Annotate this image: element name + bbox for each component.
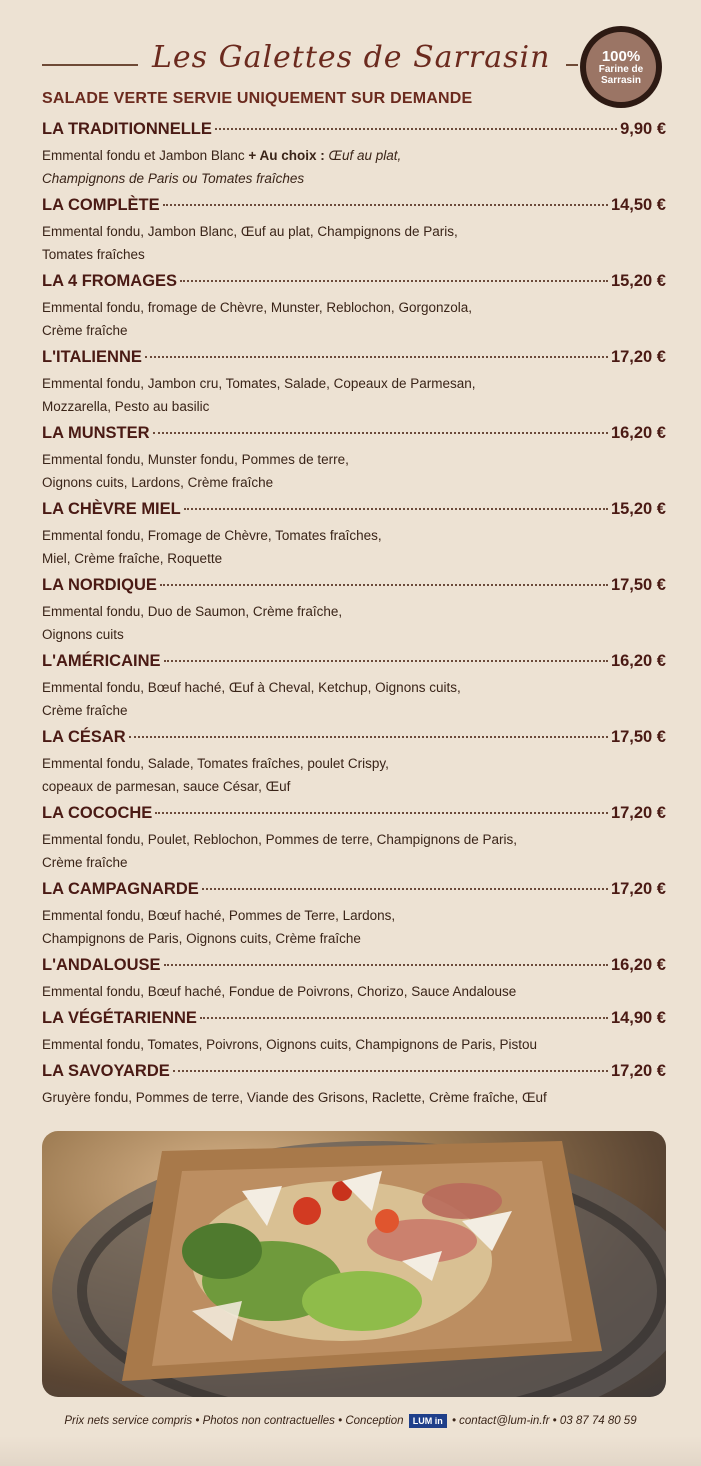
item-price: 17,20 € bbox=[610, 804, 666, 822]
dotted-leader bbox=[129, 736, 608, 738]
item-description: Emmental fondu, Jambon Blanc, Œuf au plat, Champignons de Paris, Tomates fraîches bbox=[42, 224, 458, 262]
menu-item bbox=[42, 880, 666, 956]
dotted-leader bbox=[184, 508, 608, 510]
item-description: Emmental fondu, Poulet, Reblochon, Pommes de terre, Champignons de Paris, Crème fraîche bbox=[42, 832, 517, 870]
title-rule-right bbox=[566, 64, 578, 66]
title-rule-left bbox=[42, 64, 138, 66]
item-price: 14,50 € bbox=[610, 196, 666, 214]
menu-item bbox=[42, 576, 666, 652]
dotted-leader bbox=[215, 128, 617, 130]
menu-item bbox=[42, 728, 666, 804]
badge-percent: 100% bbox=[601, 47, 641, 65]
menu-item bbox=[42, 1009, 666, 1062]
item-price: 16,20 € bbox=[610, 424, 666, 442]
footer-contact: • contact@lum-in.fr • 03 87 74 80 59 bbox=[451, 1415, 637, 1428]
item-price: 15,20 € bbox=[610, 500, 666, 518]
galette-illustration bbox=[42, 1131, 666, 1397]
item-name: LA VÉGÉTARIENNE bbox=[42, 1009, 197, 1027]
dotted-leader bbox=[164, 660, 608, 662]
menu-header bbox=[0, 0, 701, 107]
item-name: L'ITALIENNE bbox=[42, 348, 142, 366]
badge-line-2: Farine de bbox=[598, 63, 644, 75]
menu-item bbox=[42, 348, 666, 424]
item-description: Emmental fondu, Salade, Tomates fraîches, poulet Crispy, copeaux de parmesan, sauce César, Œuf bbox=[42, 756, 389, 794]
menu-item bbox=[42, 196, 666, 272]
dotted-leader bbox=[163, 204, 608, 206]
item-description: Emmental fondu et Jambon Blanc + Au choix : Œuf au plat, Champignons de Paris ou Tomates fraîches bbox=[42, 148, 402, 186]
item-name: LA MUNSTER bbox=[42, 424, 150, 442]
item-description: Gruyère fondu, Pommes de terre, Viande des Grisons, Raclette, Crème fraîche, Œuf bbox=[42, 1090, 547, 1105]
menu-item bbox=[42, 120, 666, 196]
item-description: Emmental fondu, Fromage de Chèvre, Tomates fraîches, Miel, Crème fraîche, Roquette bbox=[42, 528, 382, 566]
item-price: 17,20 € bbox=[610, 1062, 666, 1080]
item-name: LA CÉSAR bbox=[42, 728, 126, 746]
item-description: Emmental fondu, fromage de Chèvre, Munster, Reblochon, Gorgonzola, Crème fraîche bbox=[42, 300, 472, 338]
menu-item bbox=[42, 500, 666, 576]
item-name: LA 4 FROMAGES bbox=[42, 272, 178, 290]
menu-item bbox=[42, 804, 666, 880]
item-description: Emmental fondu, Bœuf haché, Fondue de Poivrons, Chorizo, Sauce Andalouse bbox=[42, 984, 517, 999]
item-name: LA CAMPAGNARDE bbox=[42, 880, 199, 898]
bottom-shade bbox=[0, 1436, 701, 1466]
item-price: 16,20 € bbox=[610, 652, 666, 670]
page-title: Les Galettes de Sarrasin bbox=[152, 40, 551, 75]
menu-item bbox=[42, 1062, 666, 1115]
item-name: LA CHÈVRE MIEL bbox=[42, 500, 181, 518]
item-description: Emmental fondu, Jambon cru, Tomates, Salade, Copeaux de Parmesan, Mozzarella, Pesto au basilic bbox=[42, 376, 476, 414]
item-price: 17,20 € bbox=[610, 348, 666, 366]
menu-item bbox=[42, 424, 666, 500]
item-name: LA NORDIQUE bbox=[42, 576, 157, 594]
galette-photo bbox=[42, 1131, 666, 1397]
item-price: 9,90 € bbox=[620, 120, 666, 138]
item-price: 17,20 € bbox=[610, 880, 666, 898]
item-name: LA SAVOYARDE bbox=[42, 1062, 170, 1080]
lum-in-logo: LUM in bbox=[409, 1414, 447, 1428]
dotted-leader bbox=[164, 964, 608, 966]
item-name: L'AMÉRICAINE bbox=[42, 652, 161, 670]
badge-line-3: Sarrasin bbox=[600, 74, 642, 86]
dotted-leader bbox=[173, 1070, 608, 1072]
dotted-leader bbox=[145, 356, 608, 358]
item-name: LA TRADITIONNELLE bbox=[42, 120, 212, 138]
item-name: LA COMPLÈTE bbox=[42, 196, 160, 214]
buckwheat-badge bbox=[580, 26, 662, 108]
item-description: Emmental fondu, Duo de Saumon, Crème fraîche, Oignons cuits bbox=[42, 604, 343, 642]
dotted-leader bbox=[153, 432, 608, 434]
galette-menu-list bbox=[42, 120, 666, 1115]
item-description: Emmental fondu, Bœuf haché, Pommes de Terre, Lardons, Champignons de Paris, Oignons cuits, Crème fraîche bbox=[42, 908, 396, 946]
item-description: Emmental fondu, Munster fondu, Pommes de terre, Oignons cuits, Lardons, Crème fraîche bbox=[42, 452, 349, 490]
item-price: 17,50 € bbox=[610, 576, 666, 594]
item-price: 14,90 € bbox=[610, 1009, 666, 1027]
item-price: 15,20 € bbox=[610, 272, 666, 290]
item-price: 17,50 € bbox=[610, 728, 666, 746]
dotted-leader bbox=[180, 280, 608, 282]
menu-item bbox=[42, 272, 666, 348]
item-description: Emmental fondu, Tomates, Poivrons, Oignons cuits, Champignons de Paris, Pistou bbox=[42, 1037, 537, 1052]
item-name: LA COCOCHE bbox=[42, 804, 153, 822]
dotted-leader bbox=[200, 1017, 608, 1019]
dotted-leader bbox=[155, 812, 608, 814]
item-description: Emmental fondu, Bœuf haché, Œuf à Cheval, Ketchup, Oignons cuits, Crème fraîche bbox=[42, 680, 461, 718]
dotted-leader bbox=[160, 584, 608, 586]
menu-item bbox=[42, 956, 666, 1009]
dotted-leader bbox=[202, 888, 608, 890]
item-price: 16,20 € bbox=[610, 956, 666, 974]
salad-notice: SALADE VERTE SERVIE UNIQUEMENT SUR DEMANDE bbox=[42, 90, 473, 107]
item-name: L'ANDALOUSE bbox=[42, 956, 161, 974]
footer-text: Prix nets service compris • Photos non contractuelles • Conception bbox=[64, 1415, 404, 1428]
menu-item bbox=[42, 652, 666, 728]
footer-legal bbox=[0, 1414, 701, 1428]
